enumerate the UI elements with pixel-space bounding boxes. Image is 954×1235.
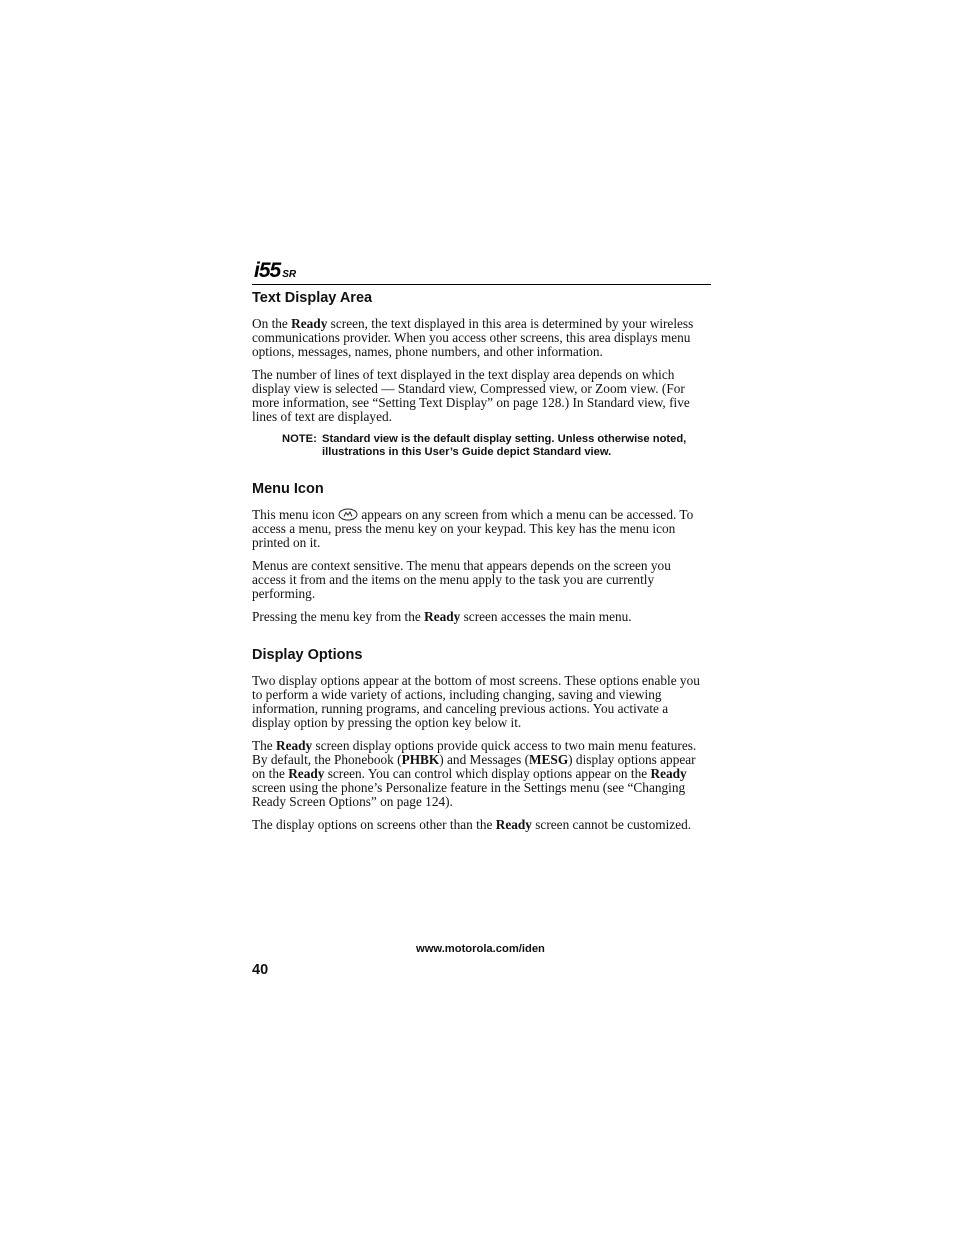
paragraph: Two display options appear at the bottom of most screens. These options enable you to perform a wide variety of actions, including changing, saving and viewing information, running programs, and canceling previous actions. You activate a display option by pressing the option key below it. bbox=[252, 673, 700, 730]
page-number: 40 bbox=[252, 962, 269, 978]
section-heading-display-options: Display Options bbox=[252, 647, 363, 663]
paragraph: Pressing the menu key from the Ready screen accesses the main menu. bbox=[252, 609, 632, 624]
product-logo: i55 SR bbox=[254, 259, 297, 282]
paragraph: The number of lines of text displayed in the text display area depends on which display view is selected — Standard view, Compressed view, or Zoom view. (For more information, see “Setting Text Display” on page 128.) In Standard view, five lines of text are displayed. bbox=[252, 367, 690, 424]
note-block bbox=[282, 433, 702, 458]
section-heading-menu-icon: Menu Icon bbox=[252, 481, 324, 497]
paragraph: On the Ready screen, the text displayed in this area is determined by your wireless communications provider. When you access other screens, this area displays menu options, messages, names, phone numbers, and other information. bbox=[252, 316, 694, 359]
menu-icon bbox=[338, 508, 358, 521]
header-rule bbox=[252, 284, 711, 285]
paragraph: This menu icon appears on any screen from which a menu can be accessed. To access a menu, press the menu key on your keypad. This key has the menu icon printed on it. bbox=[252, 507, 694, 550]
paragraph: Menus are context sensitive. The menu that appears depends on the screen you access it from and the items on the menu apply to the task you are currently performing. bbox=[252, 558, 671, 601]
note-label: NOTE: bbox=[282, 433, 317, 445]
paragraph: The Ready screen display options provide quick access to two main menu features. By default, the Phonebook (PHBK) and Messages (MESG) display options appear on the Ready screen. You can control which display options appear on the Ready screen using the phone’s Personalize feature in the Settings menu (see “Changing Ready Screen Options” on page 124). bbox=[252, 738, 697, 809]
note-text: Standard view is the default display setting. Unless otherwise noted, illustrations in this User’s Guide depict Standard view. bbox=[322, 433, 687, 458]
section-heading-text-display-area: Text Display Area bbox=[252, 290, 373, 306]
footer-url: www.motorola.com/iden bbox=[416, 943, 545, 955]
page-content bbox=[252, 289, 702, 832]
paragraph: The display options on screens other than the Ready screen cannot be customized. bbox=[252, 817, 692, 832]
